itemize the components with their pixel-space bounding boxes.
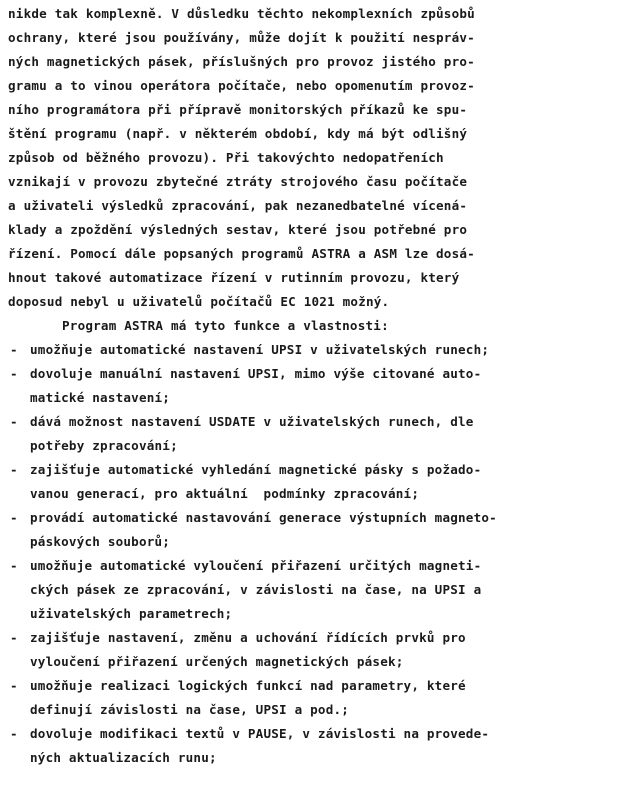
- bullet-dash: -: [10, 342, 18, 357]
- bullet-item-continuation: vyloučení přiřazení určených magnetických pásek;: [30, 654, 404, 669]
- bullet-item: umožňuje automatické vyloučení přiřazení určitých magneti-: [30, 558, 482, 573]
- paragraph-line: klady a zpoždění výsledných sestav, které jsou potřebné pro: [8, 222, 468, 237]
- paragraph-line: ných magnetických pásek, příslušných pro provoz jistého pro-: [8, 54, 475, 69]
- bullet-dash: -: [10, 678, 18, 693]
- bullet-item-continuation: ných aktualizacích runu;: [30, 750, 217, 765]
- bullet-dash: -: [10, 630, 18, 645]
- bullet-item-continuation: definují závislosti na čase, UPSI a pod.;: [30, 702, 350, 717]
- bullet-item: dovoluje modifikaci textů v PAUSE, v závislosti na provede-: [30, 726, 490, 741]
- bullet-item-continuation: potřeby zpracování;: [30, 438, 178, 453]
- bullet-item: umožňuje realizaci logických funkcí nad parametry, které: [30, 678, 466, 693]
- bullet-dash: -: [10, 462, 18, 477]
- bullet-item-continuation: ckých pásek ze zpracování, v závislosti na čase, na UPSI a: [30, 582, 482, 597]
- bullet-item: umožňuje automatické nastavení UPSI v uživatelských runech;: [30, 342, 490, 357]
- bullet-dash: -: [10, 558, 18, 573]
- bullet-item-continuation: uživatelských parametrech;: [30, 606, 233, 621]
- bullet-item-continuation: páskových souborů;: [30, 534, 171, 549]
- bullet-item: dovoluje manuální nastavení UPSI, mimo výše citované auto-: [30, 366, 482, 381]
- paragraph-line: nikde tak komplexně. V důsledku těchto nekomplexních způsobů: [8, 6, 475, 21]
- bullet-item-continuation: matické nastavení;: [30, 390, 171, 405]
- paragraph-line: ního programátora při přípravě monitorských příkazů ke spu-: [8, 102, 468, 117]
- paragraph-line: doposud nebyl u uživatelů počítačů EC 1021 možný.: [8, 294, 390, 309]
- paragraph-line: štění programu (např. v některém období, kdy má být odlišný: [8, 126, 468, 141]
- paragraph-line: vznikají v provozu zbytečné ztráty strojového času počítače: [8, 174, 468, 189]
- paragraph-line: a uživateli výsledků zpracování, pak nezanedbatelné vícená-: [8, 198, 468, 213]
- bullet-item: zajišťuje nastavení, změnu a uchování řídících prvků pro: [30, 630, 466, 645]
- paragraph-line: gramu a to vinou operátora počítače, nebo opomenutím provoz-: [8, 78, 475, 93]
- bullet-dash: -: [10, 414, 18, 429]
- bullet-item: zajišťuje automatické vyhledání magnetické pásky s požado-: [30, 462, 482, 477]
- paragraph-line: způsob od běžného provozu). Při takovýchto nedopatřeních: [8, 150, 444, 165]
- list-intro: Program ASTRA má tyto funkce a vlastnosti:: [62, 318, 389, 333]
- paragraph-line: řízení. Pomocí dále popsaných programů ASTRA a ASM lze dosá-: [8, 246, 475, 261]
- paragraph-line: ochrany, které jsou používány, může dojít k použití nespráv-: [8, 30, 475, 45]
- bullet-item: dává možnost nastavení USDATE v uživatelských runech, dle: [30, 414, 474, 429]
- bullet-item-continuation: vanou generací, pro aktuální podmínky zpracování;: [30, 486, 420, 501]
- paragraph-line: hnout takové automatizace řízení v rutinním provozu, který: [8, 270, 460, 285]
- bullet-dash: -: [10, 366, 18, 381]
- bullet-dash: -: [10, 510, 18, 525]
- bullet-dash: -: [10, 726, 18, 741]
- bullet-item: provádí automatické nastavování generace výstupních magneto-: [30, 510, 497, 525]
